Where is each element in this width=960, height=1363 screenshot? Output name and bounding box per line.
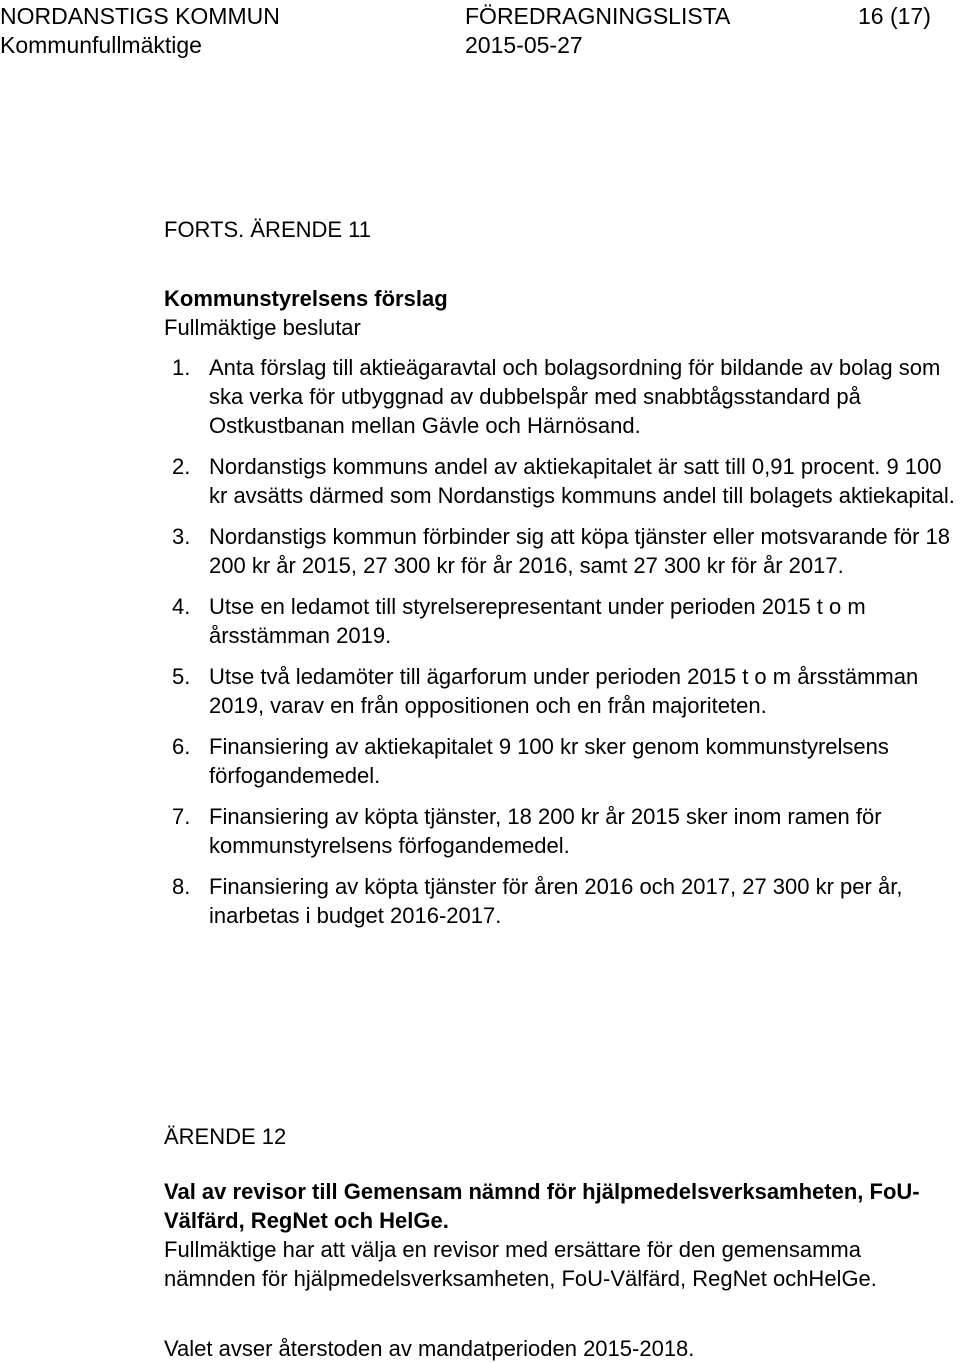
header-date: 2015-05-27	[465, 32, 583, 58]
arende-12-heading: ÄRENDE 12	[164, 1124, 287, 1149]
decision-item	[164, 872, 960, 930]
decision-number: 5.	[172, 664, 191, 689]
decision-number: 2.	[172, 454, 191, 479]
decision-item	[164, 802, 960, 860]
decision-item	[164, 662, 960, 720]
arende-12-body: Fullmäktige har att välja en revisor med ersättare för den gemensamma nämnden för hjälpmedelsverksamheten, FoU-Välfärd, RegNet ochHelGe.	[164, 1237, 877, 1291]
decision-text: Finansiering av aktiekapitalet 9 100 kr sker genom kommunstyrelsens förfogandemedel.	[209, 734, 889, 788]
decision-item	[164, 522, 960, 580]
decision-text: Finansiering av köpta tjänster för åren 2016 och 2017, 27 300 kr per år, inarbetas i budget 2016-2017.	[209, 874, 903, 928]
arende-11-heading: FORTS. ÄRENDE 11	[164, 217, 372, 242]
decision-number: 7.	[172, 804, 191, 829]
decision-item	[164, 452, 960, 510]
arende-11-intro: Fullmäktige beslutar	[164, 315, 361, 340]
decision-text: Utse en ledamot till styrelserepresentant under perioden 2015 t o m årsstämman 2019.	[209, 594, 866, 648]
header-org: NORDANSTIGS KOMMUN	[0, 3, 280, 29]
decision-item	[164, 353, 960, 440]
decision-number: 3.	[172, 524, 191, 549]
decision-text: Finansiering av köpta tjänster, 18 200 kr år 2015 sker inom ramen för kommunstyrelsens förfogandemedel.	[209, 804, 882, 858]
decision-number: 1.	[172, 355, 191, 380]
decision-text: Anta förslag till aktieägaravtal och bolagsordning för bildande av bolag som ska verka för utbyggnad av dubbelspår med snabbtågsstandard på Ostkustbanan mellan Gävle och Härnösand.	[209, 355, 941, 438]
decision-list	[164, 353, 960, 942]
arende-12-note: Valet avser återstoden av mandatperioden 2015-2018.	[164, 1336, 695, 1361]
decision-item	[164, 592, 960, 650]
arende-11-proposal-title: Kommunstyrelsens förslag	[164, 286, 448, 311]
decision-number: 4.	[172, 594, 191, 619]
header-doc-type: FÖREDRAGNINGSLISTA	[465, 3, 731, 29]
header-page-number: 16 (17)	[858, 3, 931, 29]
arende-12-title: Val av revisor till Gemensam nämnd för hjälpmedelsverksamheten, FoU-Välfärd, RegNet och HelGe.	[164, 1179, 920, 1233]
decision-text: Nordanstigs kommun förbinder sig att köpa tjänster eller motsvarande för 18 200 kr år 2015, 27 300 kr för år 2016, samt 27 300 kr för år 2017.	[209, 524, 951, 578]
decision-text: Nordanstigs kommuns andel av aktiekapitalet är satt till 0,91 procent. 9 100 kr avsätts därmed som Nordanstigs kommuns andel till bolagets aktiekapital.	[209, 454, 955, 508]
decision-number: 6.	[172, 734, 191, 759]
decision-text: Utse två ledamöter till ägarforum under perioden 2015 t o m årsstämman 2019, varav en från oppositionen och en från majoriteten.	[209, 664, 919, 718]
header-body-name: Kommunfullmäktige	[0, 32, 202, 58]
decision-item	[164, 732, 960, 790]
decision-number: 8.	[172, 874, 191, 899]
